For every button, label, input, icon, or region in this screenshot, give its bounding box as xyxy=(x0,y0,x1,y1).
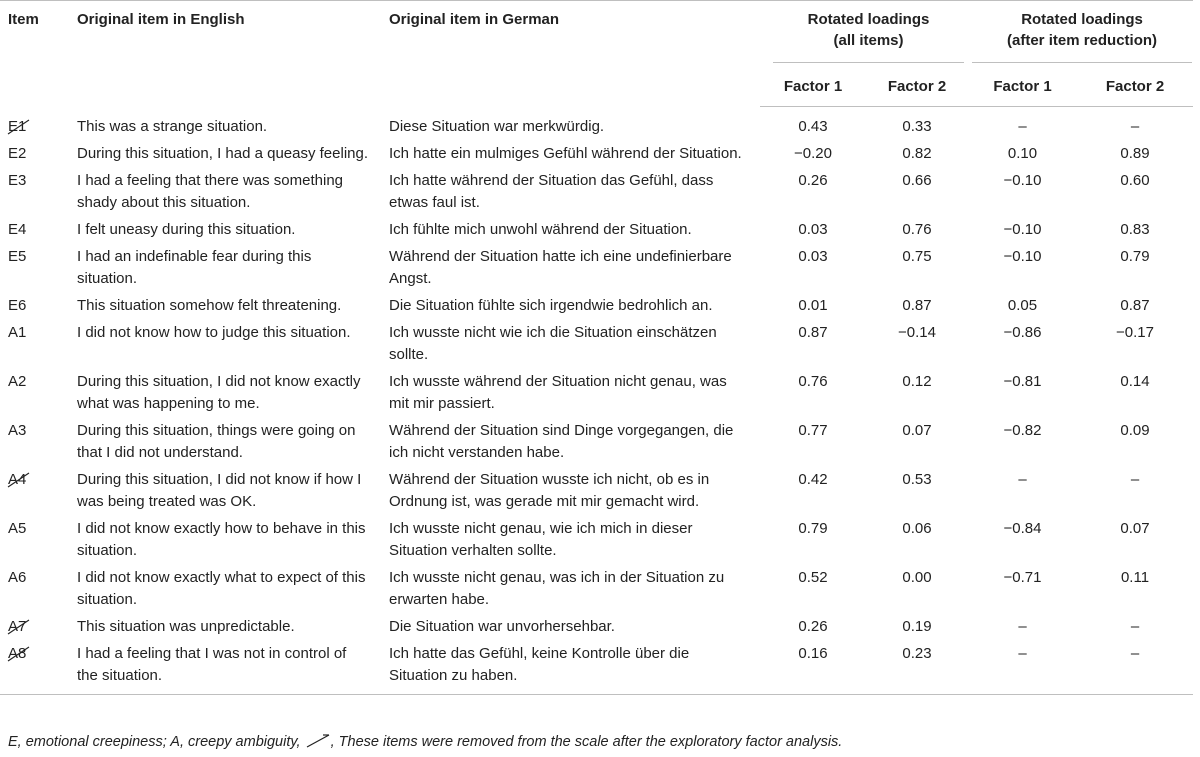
cell-factor2-all: 0.07 xyxy=(902,422,932,439)
cell-item xyxy=(0,138,68,165)
table-row xyxy=(0,138,1193,165)
item-code: E1 xyxy=(8,117,27,135)
cell-german: Ich fühlte mich unwohl während der Situation. xyxy=(389,221,692,238)
header-factor1-all: Factor 1 xyxy=(760,74,866,107)
cell-factor1-reduced: −0.81 xyxy=(1003,373,1042,390)
cell-factor1-reduced: 0.10 xyxy=(1007,145,1038,162)
table-row xyxy=(0,107,1193,139)
cell-item xyxy=(0,415,68,464)
header-group-all-line1: Rotated loadings xyxy=(807,11,930,28)
table-row xyxy=(0,415,1193,464)
table-row xyxy=(0,513,1193,562)
item-code: E2 xyxy=(8,145,27,162)
cell-item xyxy=(0,464,68,513)
item-code: A4 xyxy=(8,471,27,488)
cell-factor2-reduced: – xyxy=(1130,118,1140,135)
cell-factor1-reduced: −0.10 xyxy=(1003,172,1042,189)
footnote-text-after: , These items were removed from the scale after the exploratory factor analysis. xyxy=(330,734,843,750)
item-code: E5 xyxy=(8,248,27,265)
item-code: A3 xyxy=(8,422,27,439)
strike-slash-icon xyxy=(7,645,31,661)
cell-item xyxy=(0,241,68,290)
item-code: E4 xyxy=(8,221,27,238)
cell-item xyxy=(0,366,68,415)
cell-factor2-all: 0.06 xyxy=(902,520,932,537)
cell-factor2-all: 0.76 xyxy=(902,221,932,238)
cell-factor2-all: 0.82 xyxy=(902,145,932,162)
cell-factor2-reduced: 0.89 xyxy=(1120,145,1150,162)
cell-factor2-reduced: 0.09 xyxy=(1120,422,1150,439)
cell-factor1-reduced: 0.05 xyxy=(1007,297,1038,314)
item-code: A2 xyxy=(8,373,27,390)
removed-item-marker xyxy=(8,469,26,491)
cell-factor1-all: 0.77 xyxy=(798,422,828,439)
header-factor1-reduced: Factor 1 xyxy=(968,74,1077,107)
cell-german: Während der Situation wusste ich nicht, ob es in Ordnung ist, was gerade mit mir gemacht wird. xyxy=(389,471,710,510)
table-row xyxy=(0,464,1193,513)
table-row xyxy=(0,165,1193,214)
cell-factor1-all: 0.03 xyxy=(798,221,828,238)
cell-english: During this situation, I did not know if how I was being treated was OK. xyxy=(77,471,362,510)
cell-english: I did not know how to judge this situation. xyxy=(77,324,351,341)
cell-english: This situation was unpredictable. xyxy=(77,618,295,635)
cell-factor2-all: 0.00 xyxy=(902,569,932,586)
header-item: Item xyxy=(0,1,68,107)
cell-item xyxy=(0,611,68,638)
header-group-reduced-line2: (after item reduction) xyxy=(1007,32,1158,49)
cell-factor2-all: 0.23 xyxy=(866,638,968,695)
cell-english: During this situation, things were going on that I did not understand. xyxy=(77,422,356,461)
cell-german: Ich wusste nicht genau, wie ich mich in dieser Situation verhalten sollte. xyxy=(389,520,693,559)
cell-factor1-all: 0.79 xyxy=(798,520,828,537)
cell-factor1-all: 0.76 xyxy=(798,373,828,390)
removed-item-marker xyxy=(8,616,26,638)
cell-german: Ich hatte ein mulmiges Gefühl während der Situation. xyxy=(389,145,742,162)
table-footnote xyxy=(8,734,842,750)
cell-item xyxy=(0,214,68,241)
cell-factor2-reduced: 0.11 xyxy=(1120,569,1150,586)
cell-factor2-all: 0.87 xyxy=(902,297,932,314)
cell-factor2-all: 0.75 xyxy=(902,248,932,265)
table-row xyxy=(0,562,1193,611)
header-factor2-all: Factor 2 xyxy=(866,74,968,107)
cell-factor1-all: −0.20 xyxy=(794,145,832,162)
cell-factor2-all: 0.33 xyxy=(902,118,932,135)
item-code: E3 xyxy=(8,172,27,189)
cell-factor1-all: 0.43 xyxy=(798,118,828,135)
cell-english: During this situation, I had a queasy feeling. xyxy=(77,145,369,162)
cell-factor1-all: 0.87 xyxy=(798,324,828,341)
item-code: A7 xyxy=(8,618,27,635)
cell-english: I had a feeling that I was not in control of the situation. xyxy=(68,638,380,695)
cell-factor1-reduced: – xyxy=(1018,471,1027,488)
cell-factor2-all: 0.53 xyxy=(902,471,932,488)
cell-factor2-reduced: 0.87 xyxy=(1120,297,1150,314)
table-row xyxy=(0,214,1193,241)
cell-german: Ich wusste nicht genau, was ich in der Situation zu erwarten habe. xyxy=(389,569,725,608)
table-row xyxy=(0,366,1193,415)
footnote-text-before: E, emotional creepiness; A, creepy ambiguity, xyxy=(8,734,305,750)
cell-english: I did not know exactly what to expect of this situation. xyxy=(77,569,366,608)
cell-german: Während der Situation sind Dinge vorgegangen, die ich nicht verstanden habe. xyxy=(389,422,734,461)
cell-german: Die Situation war unvorhersehbar. xyxy=(389,618,615,635)
cell-factor2-reduced: 0.60 xyxy=(1120,172,1150,189)
cell-german: Ich wusste während der Situation nicht genau, was mit mir passiert. xyxy=(389,373,727,412)
cell-factor2-all: −0.14 xyxy=(898,324,936,341)
header-group-reduced xyxy=(968,1,1193,75)
cell-factor1-reduced: – xyxy=(1018,618,1027,635)
cell-german: Ich hatte das Gefühl, keine Kontrolle über die Situation zu haben. xyxy=(380,638,760,695)
cell-factor1-reduced: −0.84 xyxy=(1003,520,1042,537)
header-group-reduced-line1: Rotated loadings xyxy=(1021,11,1143,28)
cell-factor2-reduced: – xyxy=(1077,638,1193,695)
cell-german: Ich wusste nicht wie ich die Situation einschätzen sollte. xyxy=(389,324,717,363)
cell-english: I had an indefinable fear during this situation. xyxy=(77,248,312,287)
removed-item-marker xyxy=(8,116,26,138)
cell-factor2-reduced: 0.83 xyxy=(1120,221,1150,238)
header-factor2-reduced: Factor 2 xyxy=(1077,74,1193,107)
cell-item xyxy=(0,638,68,695)
cell-factor1-all: 0.16 xyxy=(760,638,866,695)
cell-factor2-reduced: 0.14 xyxy=(1120,373,1150,390)
cell-german: Während der Situation hatte ich eine undefinierbare Angst. xyxy=(389,248,732,287)
cell-item xyxy=(0,562,68,611)
header-german: Original item in German xyxy=(380,1,760,107)
item-code: E6 xyxy=(8,297,27,314)
cell-item xyxy=(0,513,68,562)
cell-factor1-reduced: −0.10 xyxy=(1003,248,1042,265)
cell-factor1-all: 0.42 xyxy=(798,471,828,488)
cell-factor1-all: 0.01 xyxy=(798,297,828,314)
cell-german: Die Situation fühlte sich irgendwie bedrohlich an. xyxy=(389,297,713,314)
item-code: A1 xyxy=(8,324,27,341)
cell-item xyxy=(0,107,68,139)
cell-english: This was a strange situation. xyxy=(77,117,268,135)
item-code: A5 xyxy=(8,520,27,537)
table-row xyxy=(0,638,1193,695)
cell-factor2-reduced: 0.79 xyxy=(1120,248,1150,265)
cell-factor2-all: 0.12 xyxy=(902,373,932,390)
cell-english: During this situation, I did not know exactly what was happening to me. xyxy=(77,373,361,412)
item-code: A8 xyxy=(8,645,27,662)
cell-item xyxy=(0,290,68,317)
table-row xyxy=(0,290,1193,317)
table-row xyxy=(0,241,1193,290)
cell-factor1-reduced: – xyxy=(1018,118,1027,135)
cell-factor1-all: 0.52 xyxy=(798,569,828,586)
cell-factor2-all: 0.19 xyxy=(902,618,932,635)
cell-german: Diese Situation war merkwürdig. xyxy=(389,117,605,135)
cell-factor2-reduced: – xyxy=(1130,618,1140,635)
strike-slash-icon xyxy=(7,618,31,634)
cell-factor2-reduced: 0.07 xyxy=(1120,520,1150,537)
strike-slash-icon xyxy=(7,471,31,487)
header-english: Original item in English xyxy=(68,1,380,107)
slash-icon xyxy=(305,734,331,748)
cell-factor1-all: 0.03 xyxy=(798,248,828,265)
cell-item xyxy=(0,165,68,214)
cell-english: This situation somehow felt threatening. xyxy=(77,297,342,314)
cell-factor2-reduced: – xyxy=(1130,471,1140,488)
cell-factor1-reduced: −0.10 xyxy=(1003,221,1042,238)
cell-factor1-reduced: −0.82 xyxy=(1003,422,1042,439)
cell-german: Ich hatte während der Situation das Gefühl, dass etwas faul ist. xyxy=(389,172,714,211)
cell-item xyxy=(0,317,68,366)
cell-factor1-all: 0.26 xyxy=(798,172,828,189)
cell-factor1-reduced: −0.71 xyxy=(1003,569,1042,586)
table-row xyxy=(0,611,1193,638)
cell-factor2-all: 0.66 xyxy=(902,172,932,189)
cell-factor1-reduced: −0.86 xyxy=(1003,324,1042,341)
table-row xyxy=(0,317,1193,366)
header-group-all-items xyxy=(760,1,968,75)
header-group-all-line2: (all items) xyxy=(833,32,904,49)
cell-english: I did not know exactly how to behave in this situation. xyxy=(77,520,366,559)
strike-slash-icon xyxy=(7,118,31,134)
item-code: A6 xyxy=(8,569,27,586)
cell-english: I had a feeling that there was something shady about this situation. xyxy=(77,172,344,211)
removed-item-marker xyxy=(8,643,26,665)
cell-factor2-reduced: −0.17 xyxy=(1116,324,1154,341)
table-body xyxy=(0,107,1193,695)
cell-english: I felt uneasy during this situation. xyxy=(77,221,296,238)
cell-factor1-all: 0.26 xyxy=(798,618,828,635)
cell-factor1-reduced: – xyxy=(968,638,1077,695)
